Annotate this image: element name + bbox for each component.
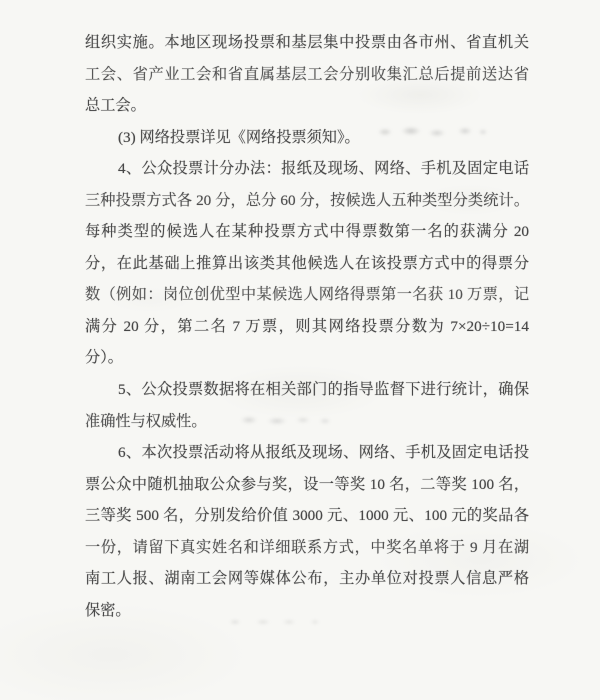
text-line: 总工会。	[85, 97, 146, 115]
scan-smudge	[237, 414, 335, 427]
text-line: 数（例如：岗位创优型中某候选人网络得票第一名获 10 万票，记	[85, 286, 529, 304]
text-line: 一份，请留下真实姓名和详细联系方式，中奖名单将于 9 月在湖	[85, 538, 529, 556]
text-line: (3) 网络投票详见《网络投票须知》。	[118, 128, 360, 146]
text-line: 分，在此基础上推算出该类其他候选人在该投票方式中的得票分	[85, 254, 529, 272]
text-line: 工会、省产业工会和省直属基层工会分别收集汇总后提前送达省	[85, 65, 529, 83]
text-line: 满分 20 分，第二名 7 万票，则其网络投票分数为 7×20÷10=14	[85, 317, 529, 335]
text-line: 组织实施。本地区现场投票和基层集中投票由各市州、省直机关	[85, 34, 529, 51]
text-line: 每种类型的候选人在某种投票方式中得票数第一名的获满分 20	[85, 223, 529, 241]
text-line: 三等奖 500 名，分别发给价值 3000 元、1000 元、100 元的奖品各	[85, 507, 529, 525]
text-line: 准确性与权威性。	[85, 412, 207, 430]
document-text	[85, 27, 529, 626]
scan-smudge	[377, 124, 489, 140]
text-line: 南工人报、湖南工会网等媒体公布，主办单位对投票人信息严格	[85, 570, 529, 588]
text-line: 三种投票方式各 20 分，总分 60 分，按候选人五种类型分类统计。	[85, 191, 529, 209]
text-line: 4、公众投票计分办法：报纸及现场、网络、手机及固定电话	[118, 160, 529, 178]
text-line: 分）。	[85, 349, 123, 367]
text-line: 保密。	[85, 601, 131, 619]
scan-smudge	[225, 618, 330, 626]
text-line: 票公众中随机抽取公众参与奖，设一等奖 10 名，二等奖 100 名，	[85, 475, 529, 493]
text-line: 6、本次投票活动将从报纸及现场、网络、手机及固定电话投	[118, 444, 529, 462]
text-line: 5、公众投票数据将在相关部门的指导监督下进行统计，确保	[118, 381, 529, 399]
